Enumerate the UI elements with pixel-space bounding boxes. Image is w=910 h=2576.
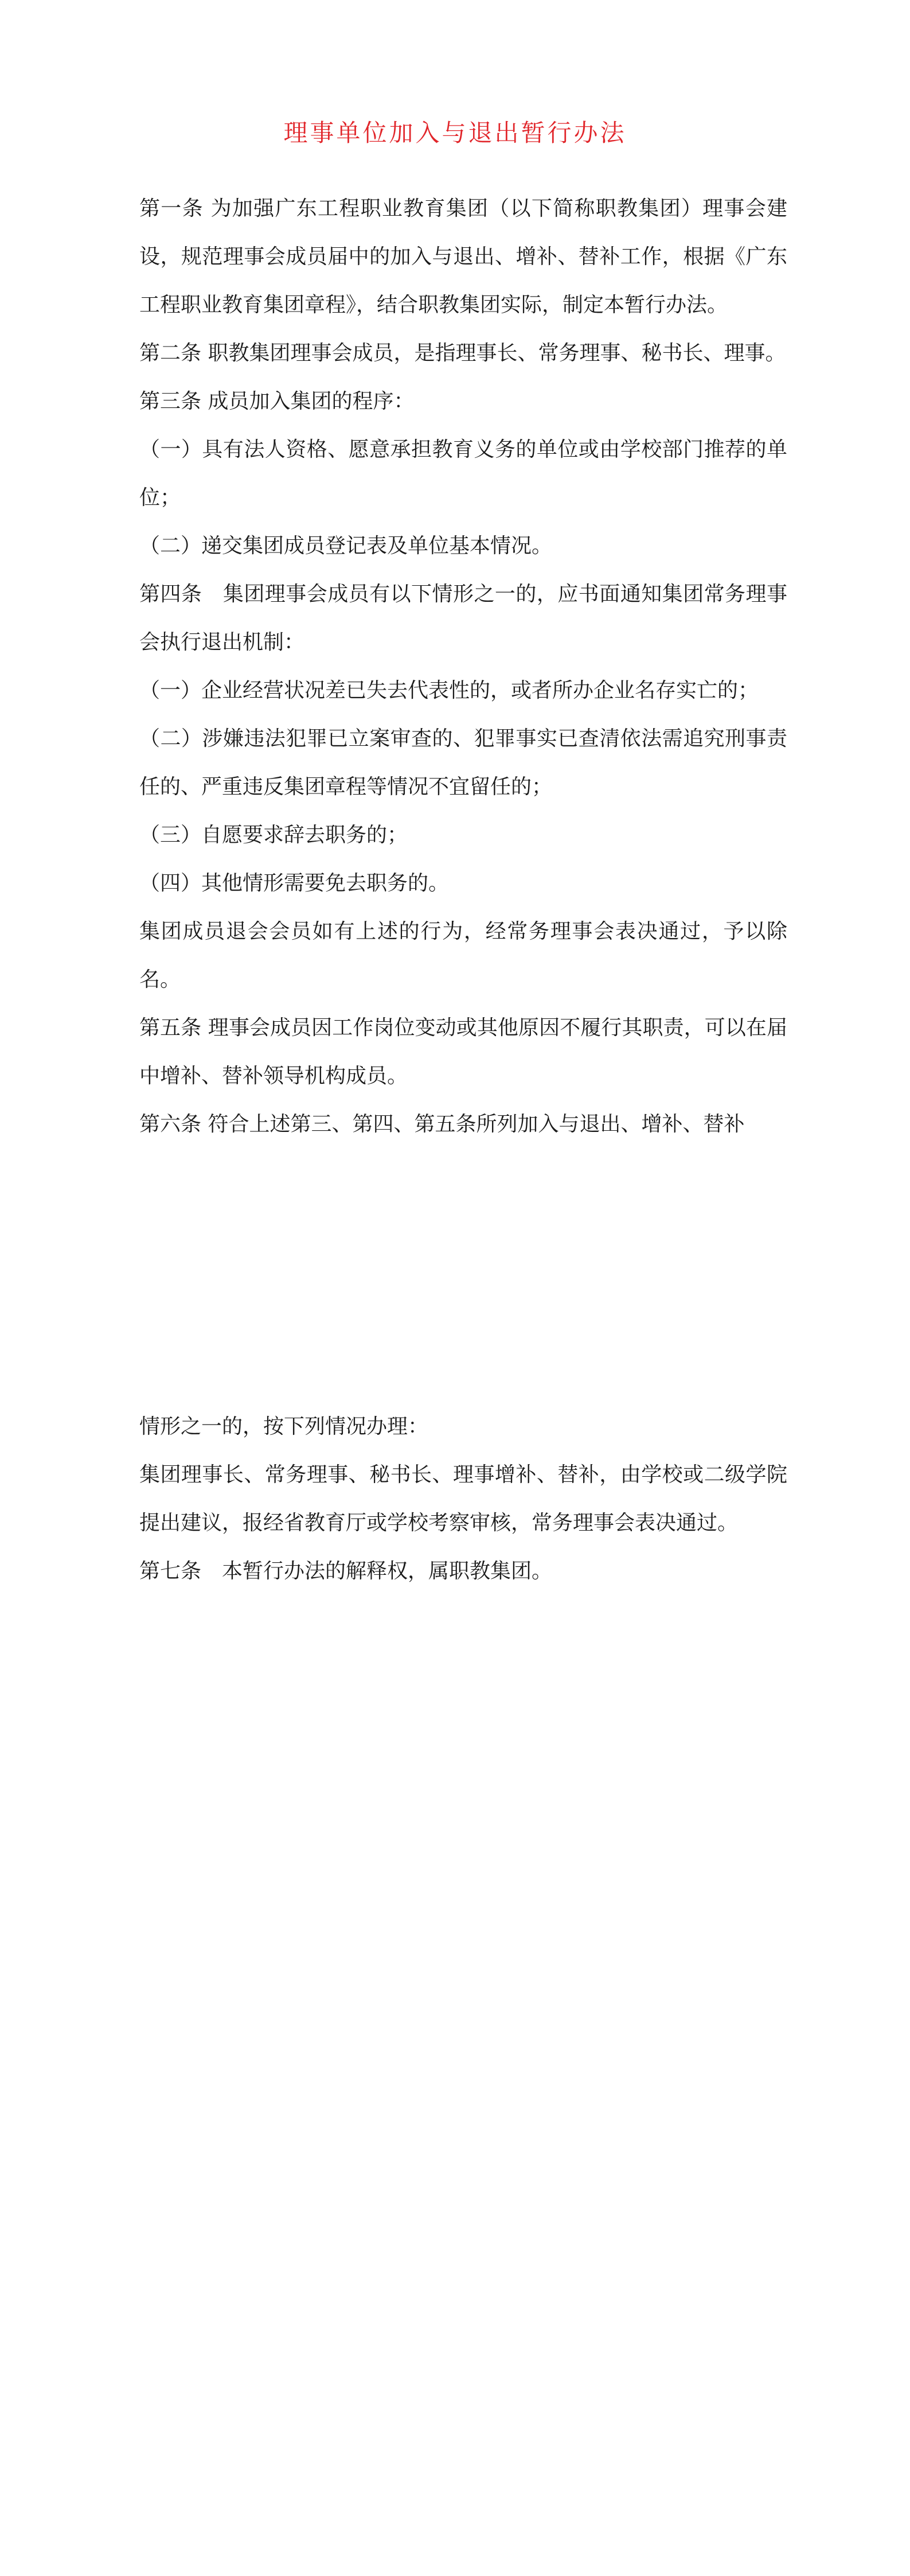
article-6-procedure-paragraph: 集团理事长、常务理事、秘书长、理事增补、替补，由学校或二级学院提出建议，报经省教育厅或学校考察审核，常务理事会表决通过。 <box>139 1463 787 1535</box>
article-4-item-1: （一）企业经营状况差已失去代表性的，或者所办企业名存实亡的； <box>139 679 759 702</box>
article-3-paragraph: 第三条 成员加入集团的程序： <box>139 390 415 413</box>
document-body-part-1 <box>139 185 787 1149</box>
article-4-item-3: （三）自愿要求辞去职务的； <box>139 823 408 847</box>
expulsion-paragraph: 集团成员退会会员如有上述的行为，经常务理事会表决通过，予以除名。 <box>139 920 787 991</box>
article-3-item-1: （一）具有法人资格、愿意承担教育义务的单位或由学校部门推荐的单位； <box>139 438 787 509</box>
article-2-paragraph: 第二条 职教集团理事会成员，是指理事长、常务理事、秘书长、理事。 <box>139 341 786 365</box>
article-4-item-4: （四）其他情形需要免去职务的。 <box>139 871 450 895</box>
article-7-paragraph: 第七条 本暂行办法的解释权，属职教集团。 <box>139 1559 553 1583</box>
article-6-paragraph-continued: 情形之一的，按下列情况办理： <box>139 1415 429 1438</box>
document-body-part-2 <box>139 1403 787 1596</box>
article-6-paragraph-start: 第六条 符合上述第三、第四、第五条所列加入与退出、增补、替补 <box>139 1112 745 1136</box>
article-1-paragraph: 第一条 为加强广东工程职业教育集团（以下简称职教集团）理事会建设，规范理事会成员届中的加入与退出、增补、替补工作，根据《广东工程职业教育集团章程》，结合职教集团实际，制定本暂行办法。 <box>139 197 787 317</box>
article-3-item-2: （二）递交集团成员登记表及单位基本情况。 <box>139 534 553 558</box>
article-4-item-2: （二）涉嫌违法犯罪已立案审查的、犯罪事实已查清依法需追究刑事责任的、严重违反集团章程等情况不宜留任的； <box>139 727 787 799</box>
page-title: 理事单位加入与退出暂行办法 <box>283 119 627 147</box>
article-4-paragraph: 第四条 集团理事会成员有以下情形之一的，应书面通知集团常务理事会执行退出机制： <box>139 582 787 654</box>
article-5-paragraph: 第五条 理事会成员因工作岗位变动或其他原因不履行其职责，可以在届中增补、替补领导机构成员。 <box>139 1016 787 1088</box>
